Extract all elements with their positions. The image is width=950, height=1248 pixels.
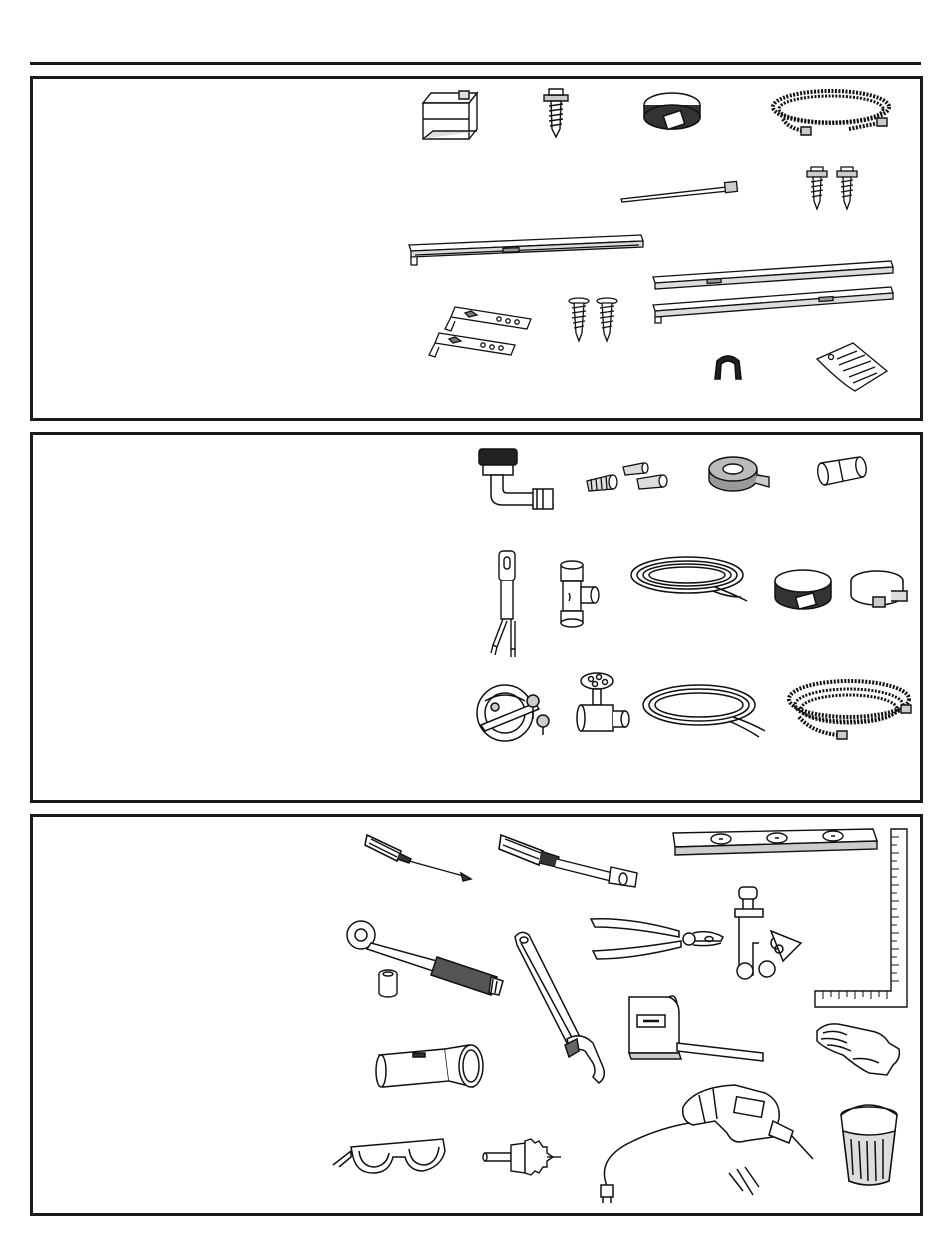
parts-included-panel bbox=[30, 76, 923, 421]
clip-icon bbox=[709, 351, 747, 381]
tag-sheet-icon bbox=[811, 339, 891, 395]
hex-screw-pair-icon bbox=[805, 167, 863, 211]
tee-fitting-icon bbox=[555, 559, 603, 629]
carpenter-square-icon bbox=[813, 827, 911, 1009]
long-rail-icon bbox=[407, 231, 645, 269]
bracket-icon bbox=[419, 89, 481, 147]
screw-pair-icon bbox=[567, 297, 621, 343]
materials-needed-panel bbox=[30, 432, 923, 803]
copper-tubing-icon bbox=[639, 679, 769, 739]
gloves-icon bbox=[813, 1019, 903, 1077]
junction-box-icon bbox=[471, 671, 555, 753]
bucket-icon bbox=[837, 1103, 901, 1189]
socket-icon bbox=[377, 969, 399, 999]
flashlight-icon bbox=[373, 1043, 489, 1091]
ratchet-icon bbox=[341, 915, 509, 1001]
tubing-coil-icon bbox=[627, 553, 751, 607]
coupling-icon bbox=[815, 455, 867, 489]
braided-hose-icon bbox=[769, 85, 893, 141]
cable-tie-icon bbox=[619, 179, 745, 205]
header-rule bbox=[30, 62, 921, 65]
pliers-icon bbox=[589, 913, 725, 963]
hose-clamps-icon bbox=[773, 567, 911, 617]
drill-icon bbox=[595, 1079, 817, 1207]
hole-saw-icon bbox=[481, 1135, 563, 1179]
phillips-screwdriver-icon bbox=[363, 827, 475, 883]
tape-measure-icon bbox=[623, 993, 769, 1069]
power-cord-icon bbox=[489, 549, 525, 659]
safety-glasses-icon bbox=[331, 1137, 449, 1175]
elbow-fitting-icon bbox=[475, 447, 557, 515]
hex-screw-icon bbox=[542, 89, 570, 139]
tools-needed-panel bbox=[30, 814, 923, 1216]
braided-hose-coil-icon bbox=[783, 675, 913, 743]
shutoff-valve-icon bbox=[577, 669, 631, 741]
tape-roll-icon bbox=[707, 453, 771, 495]
wire-nuts-icon bbox=[585, 459, 671, 499]
tubing-cutter-icon bbox=[725, 883, 805, 987]
mounting-bracket-pair-icon bbox=[419, 299, 535, 363]
flat-screwdriver-icon bbox=[497, 827, 643, 889]
double-rail-icon bbox=[649, 259, 897, 327]
hose-clamp-icon bbox=[641, 89, 703, 133]
